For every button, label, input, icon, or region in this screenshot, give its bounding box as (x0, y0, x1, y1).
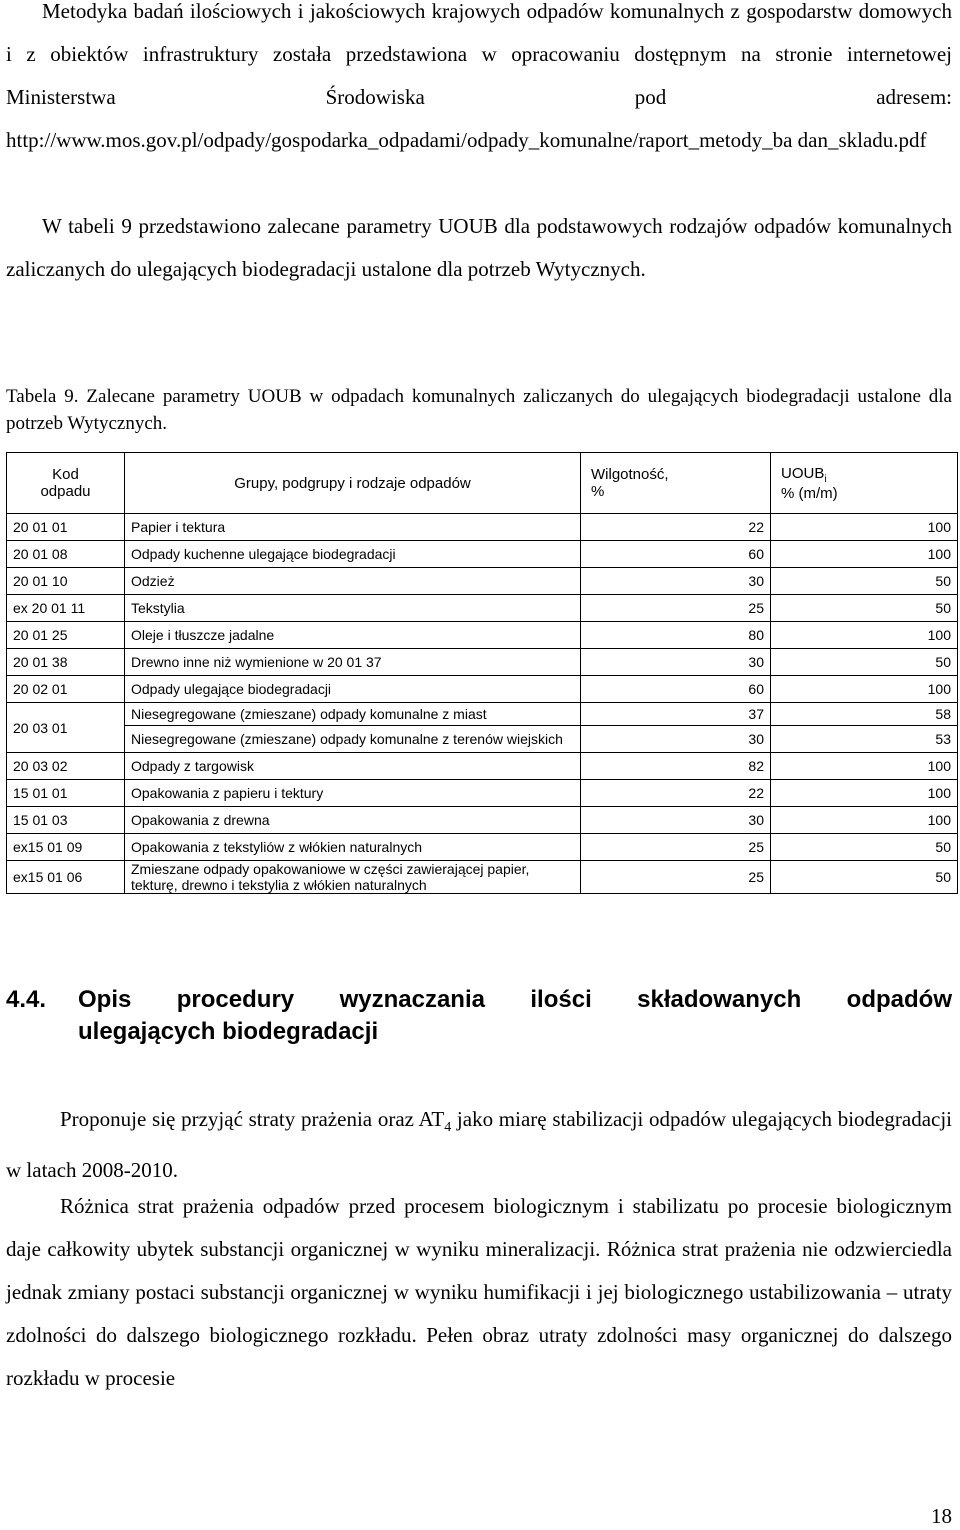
table-row (7, 514, 958, 541)
cell-wilgotnosc: 30 (581, 568, 771, 595)
header-uoub-main: UOUB (781, 464, 825, 482)
paragraph-loss-on-ignition (6, 1185, 952, 1400)
header-wilgotnosc-line1: Wilgotność, (591, 466, 669, 483)
header-grupy: Grupy, podgrupy i rodzaje odpadów (125, 453, 581, 514)
cell-wilgotnosc: 37 (581, 703, 771, 726)
cell-kod: 20 01 10 (7, 568, 125, 595)
cell-kod: ex 20 01 11 (7, 595, 125, 622)
uoub-parameters-table (6, 452, 958, 894)
cell-kod: 20 02 01 (7, 676, 125, 703)
page-number: 18 (931, 1504, 952, 1528)
table-row (7, 753, 958, 780)
header-kod-line2: odpadu (40, 483, 91, 500)
table-row (7, 780, 958, 807)
header-wilgotnosc-line2: % (591, 483, 605, 500)
table-row (7, 622, 958, 649)
cell-kod-group: 20 03 01 (7, 703, 125, 753)
table-caption: Tabela 9. Zalecane parametry UOUB w odpadach komunalnych zaliczanych do ulegających biodegradacji ustalone dla potrzeb Wytycznych. (6, 386, 952, 434)
cell-opis: Opakowania z drewna (125, 807, 581, 834)
cell-opis: Zmieszane odpady opakowaniowe w części zawierającej papier, tekturę, drewno i tekstylia z włókien naturalnych (125, 861, 581, 894)
table-row (7, 834, 958, 861)
header-kod (7, 453, 125, 514)
table-row-group-a (7, 703, 958, 726)
cell-wilgotnosc: 30 (581, 807, 771, 834)
section-number: 4.4. (6, 986, 47, 1013)
cell-uoub: 100 (771, 514, 958, 541)
cell-uoub: 100 (771, 541, 958, 568)
intro-paragraph (6, 0, 952, 162)
cell-wilgotnosc: 80 (581, 622, 771, 649)
table-row (7, 807, 958, 834)
cell-wilgotnosc: 82 (581, 753, 771, 780)
cell-uoub: 100 (771, 676, 958, 703)
cell-opis: Drewno inne niż wymienione w 20 01 37 (125, 649, 581, 676)
cell-wilgotnosc: 60 (581, 676, 771, 703)
table-intro-paragraph (6, 205, 952, 291)
table-row (7, 649, 958, 676)
header-uoub-line2: % (m/m) (781, 484, 838, 502)
table-row (7, 568, 958, 595)
cell-uoub: 100 (771, 807, 958, 834)
section-heading (6, 984, 952, 1048)
cell-kod: 20 01 38 (7, 649, 125, 676)
paragraph-stabilization (6, 1098, 952, 1192)
cell-opis: Odpady z targowisk (125, 753, 581, 780)
cell-opis: Papier i tektura (125, 514, 581, 541)
cell-uoub: 100 (771, 622, 958, 649)
cell-uoub: 50 (771, 861, 958, 894)
cell-wilgotnosc: 22 (581, 780, 771, 807)
cell-uoub: 100 (771, 780, 958, 807)
table-row (7, 541, 958, 568)
section-title-line1: Opis procedury wyznaczania ilości składowanych odpadów (78, 986, 952, 1013)
cell-wilgotnosc: 30 (581, 649, 771, 676)
header-kod-line1: Kod (52, 466, 79, 483)
cell-wilgotnosc: 30 (581, 726, 771, 753)
cell-kod: 20 01 25 (7, 622, 125, 649)
table-row (7, 676, 958, 703)
cell-uoub: 50 (771, 595, 958, 622)
cell-opis: Odpady kuchenne ulegające biodegradacji (125, 541, 581, 568)
cell-wilgotnosc: 60 (581, 541, 771, 568)
cell-uoub: 50 (771, 568, 958, 595)
section-title-line2: ulegających biodegradacji (78, 1018, 379, 1045)
cell-kod: ex15 01 09 (7, 834, 125, 861)
cell-uoub: 100 (771, 753, 958, 780)
cell-opis: Opakowania z papieru i tektury (125, 780, 581, 807)
paragraph-stabilization-subscript: 4 (444, 1120, 452, 1136)
cell-opis: Opakowania z tekstyliów z włókien naturalnych (125, 834, 581, 861)
header-wilgotnosc (581, 453, 771, 514)
cell-wilgotnosc: 25 (581, 834, 771, 861)
table-row (7, 595, 958, 622)
cell-opis: Odpady ulegające biodegradacji (125, 676, 581, 703)
cell-opis: Niesegregowane (zmieszane) odpady komunalne z terenów wiejskich (125, 726, 581, 753)
cell-kod: 15 01 03 (7, 807, 125, 834)
cell-opis: Oleje i tłuszcze jadalne (125, 622, 581, 649)
paragraph-loss-on-ignition-text: Różnica strat prażenia odpadów przed procesem biologicznym i stabilizatu po procesie biologicznym daje całkowity ubytek substancji organicznej w wyniku mineralizacji. Różnica strat prażenia nie odzwierciedla jednak zmiany postaci substancji organicznej w wyniku humifikacji i jej biologicznego ustabilizowania – utraty zdolności do dalszego biologicznego rozkładu. Pełen obraz utraty zdolności masy organicznej do dalszego rozkładu w procesie (6, 1194, 952, 1390)
cell-uoub: 50 (771, 834, 958, 861)
intro-paragraph-text: Metodyka badań ilościowych i jakościowych krajowych odpadów komunalnych z gospodarstw domowych i z obiektów infrastruktury została przedstawiona w opracowaniu dostępnym na stronie internetowej Ministerstwa Środowiska pod adresem: http://www.mos.gov.pl/odpady/gospodarka_odpadami/odpady_komunalne/raport_metody_ba dan_skladu.pdf (6, 0, 952, 152)
cell-kod: 20 01 08 (7, 541, 125, 568)
cell-kod: 20 01 01 (7, 514, 125, 541)
cell-uoub: 50 (771, 649, 958, 676)
cell-wilgotnosc: 25 (581, 861, 771, 894)
cell-kod: 20 03 02 (7, 753, 125, 780)
header-uoub (771, 453, 958, 514)
cell-uoub: 58 (771, 703, 958, 726)
cell-uoub: 53 (771, 726, 958, 753)
table-row (7, 861, 958, 894)
table-header-row (7, 453, 958, 514)
table-row-group-b (7, 726, 958, 753)
paragraph-stabilization-part1: Proponuje się przyjąć straty prażenia oraz AT (60, 1107, 445, 1131)
cell-wilgotnosc: 22 (581, 514, 771, 541)
cell-kod: ex15 01 06 (7, 861, 125, 894)
cell-wilgotnosc: 25 (581, 595, 771, 622)
cell-opis: Odzież (125, 568, 581, 595)
cell-kod: 15 01 01 (7, 780, 125, 807)
header-uoub-subscript: i (824, 473, 827, 485)
paragraph-stabilization-part2: jako miarę stabilizacji odpadów ulegających biodegradacji w latach 2008-2010. (6, 1107, 952, 1183)
cell-opis: Niesegregowane (zmieszane) odpady komunalne z miast (125, 703, 581, 726)
cell-opis: Tekstylia (125, 595, 581, 622)
table-intro-paragraph-text: W tabeli 9 przedstawiono zalecane parametry UOUB dla podstawowych rodzajów odpadów komunalnych zaliczanych do ulegających biodegradacji ustalone dla potrzeb Wytycznych. (6, 214, 952, 281)
